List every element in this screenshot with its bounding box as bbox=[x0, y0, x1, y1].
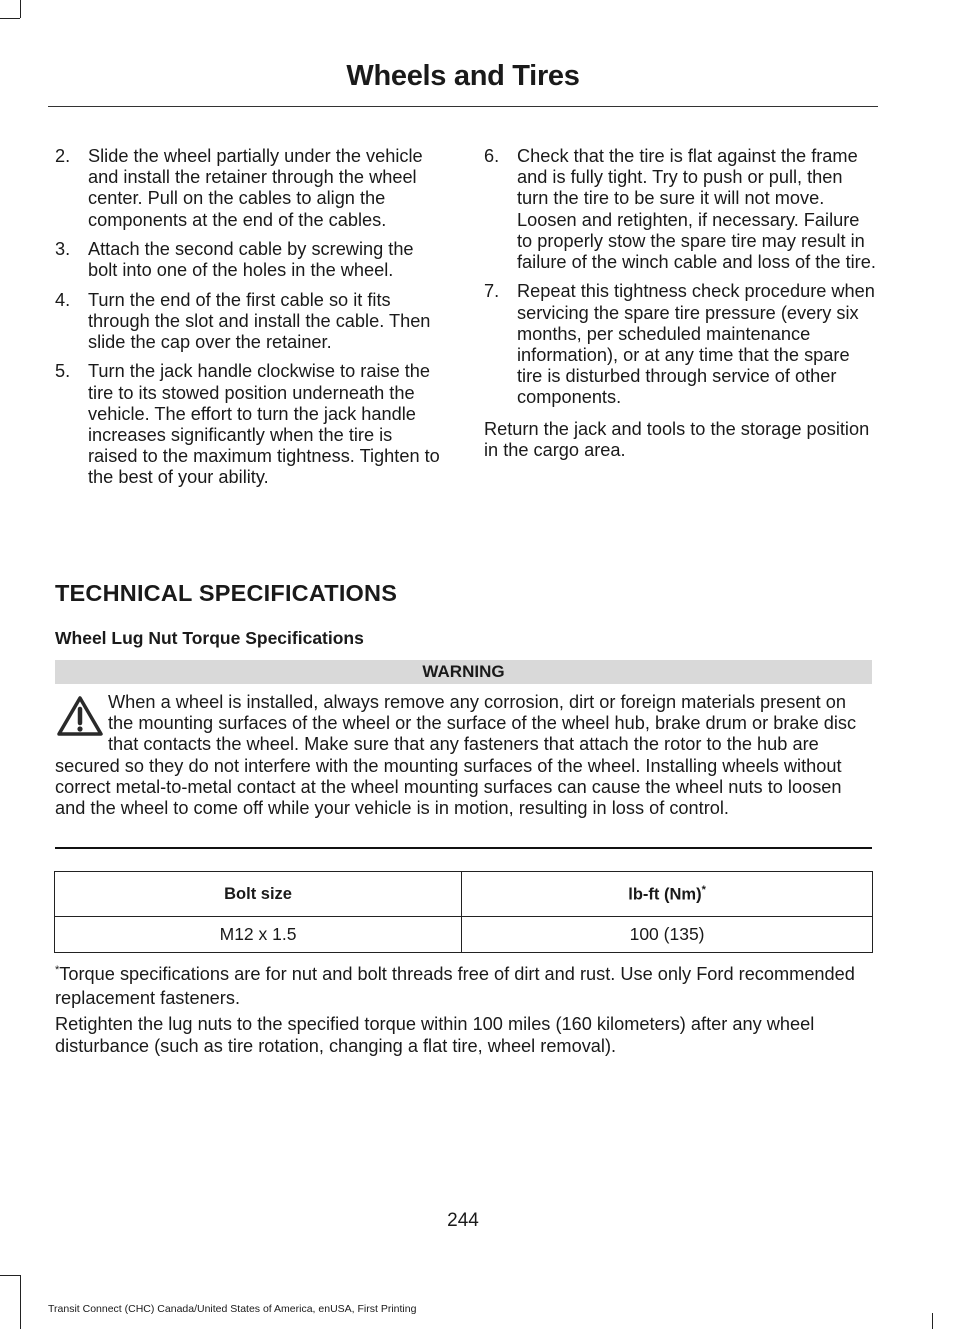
table-header-row bbox=[55, 872, 873, 917]
step-text: Check that the tire is flat against the frame and is fully tight. Try to push or pull, then turn the tire to be sure it will not move. Loosen and retighten, if necessary. Failure to properly stow the spare tire may result in failure of the winch cable and loss of the tire. bbox=[517, 146, 876, 273]
step-text: Repeat this tightness check procedure when servicing the spare tire pressure (every six months, per scheduled maintenance information), or at any time that the spare tire is disturbed through service of other components. bbox=[517, 281, 875, 408]
footnote-text: Torque specifications are for nut and bolt threads free of dirt and rust. Use only Ford recommended replacement fasteners. bbox=[55, 964, 855, 1009]
right-column bbox=[484, 146, 876, 461]
title-divider bbox=[48, 106, 878, 107]
storage-paragraph: Return the jack and tools to the storage position in the cargo area. bbox=[484, 418, 870, 460]
table-footnote bbox=[55, 958, 875, 1010]
step-number: 5. bbox=[55, 361, 71, 382]
step-text: Slide the wheel partially under the vehicle and install the retainer through the wheel center. Pull on the cables to align the components at the end of the cables. bbox=[88, 146, 423, 230]
cell-torque: 100 (135) bbox=[462, 917, 873, 953]
step-number: 4. bbox=[55, 289, 71, 310]
warning-text bbox=[55, 692, 875, 819]
crop-mark bbox=[20, 0, 21, 18]
list-item bbox=[55, 361, 445, 488]
crop-mark bbox=[932, 1313, 933, 1329]
list-item bbox=[484, 281, 876, 408]
warning-divider bbox=[55, 847, 872, 849]
step-number: 2. bbox=[55, 146, 71, 166]
list-item bbox=[55, 239, 445, 281]
torque-table bbox=[54, 871, 873, 953]
left-column bbox=[55, 146, 445, 497]
footer-text: Transit Connect (CHC) Canada/United States of America, enUSA, First Printing bbox=[48, 1303, 417, 1315]
crop-mark bbox=[20, 1275, 21, 1329]
cell-bolt-size: M12 x 1.5 bbox=[55, 917, 462, 953]
list-item bbox=[484, 146, 876, 273]
warning-body: When a wheel is installed, always remove any corrosion, dirt or foreign materials present on the mounting surfaces of the wheel or the surface of the wheel hub, brake drum or brake disc that contacts the wheel. Make sure that any fasteners that attach the rotor to the hub are secured so they do not interfere with the mounting surfaces of the wheel. Installing wheels without correct metal-to-metal contact at the wheel mounting surfaces can cause the wheel nuts to loosen and the wheel to come off while your vehicle is in motion, resulting in loss of control. bbox=[55, 692, 857, 819]
page-title: Wheels and Tires bbox=[346, 60, 580, 92]
step-text: Attach the second cable by screwing the bolt into one of the holes in the wheel. bbox=[88, 239, 414, 281]
page-number: 244 bbox=[447, 1210, 479, 1231]
column-header-torque: lb-ft (Nm)* bbox=[462, 872, 873, 917]
list-item bbox=[55, 146, 445, 231]
retighten-paragraph: Retighten the lug nuts to the specified torque within 100 miles (160 kilometers) after any wheel disturbance (such as tire rotation, changing a flat tire, wheel removal). bbox=[55, 1014, 815, 1056]
step-number: 3. bbox=[55, 239, 71, 259]
crop-mark bbox=[0, 1275, 20, 1276]
step-text: Turn the jack handle clockwise to raise the tire to its stowed position underneath the vehicle. The effort to turn the jack handle increases significantly when the tire is raised to the maximum tightness. Tighten to the best of your ability. bbox=[88, 361, 440, 488]
table-row bbox=[55, 917, 873, 953]
warning-banner: WARNING bbox=[55, 660, 872, 684]
step-text: Turn the end of the first cable so it fits through the slot and install the cable. Then slide the cap over the retainer. bbox=[88, 289, 431, 352]
column-header-bolt-size: Bolt size bbox=[55, 872, 462, 917]
step-number: 6. bbox=[484, 146, 500, 166]
section-heading: TECHNICAL SPECIFICATIONS bbox=[55, 580, 398, 606]
crop-mark bbox=[0, 18, 20, 19]
footnote-marker: * bbox=[55, 964, 60, 976]
subsection-heading: Wheel Lug Nut Torque Specifications bbox=[55, 628, 364, 648]
footnote-marker: * bbox=[701, 883, 706, 896]
step-number: 7. bbox=[484, 281, 500, 302]
list-item bbox=[55, 290, 445, 354]
